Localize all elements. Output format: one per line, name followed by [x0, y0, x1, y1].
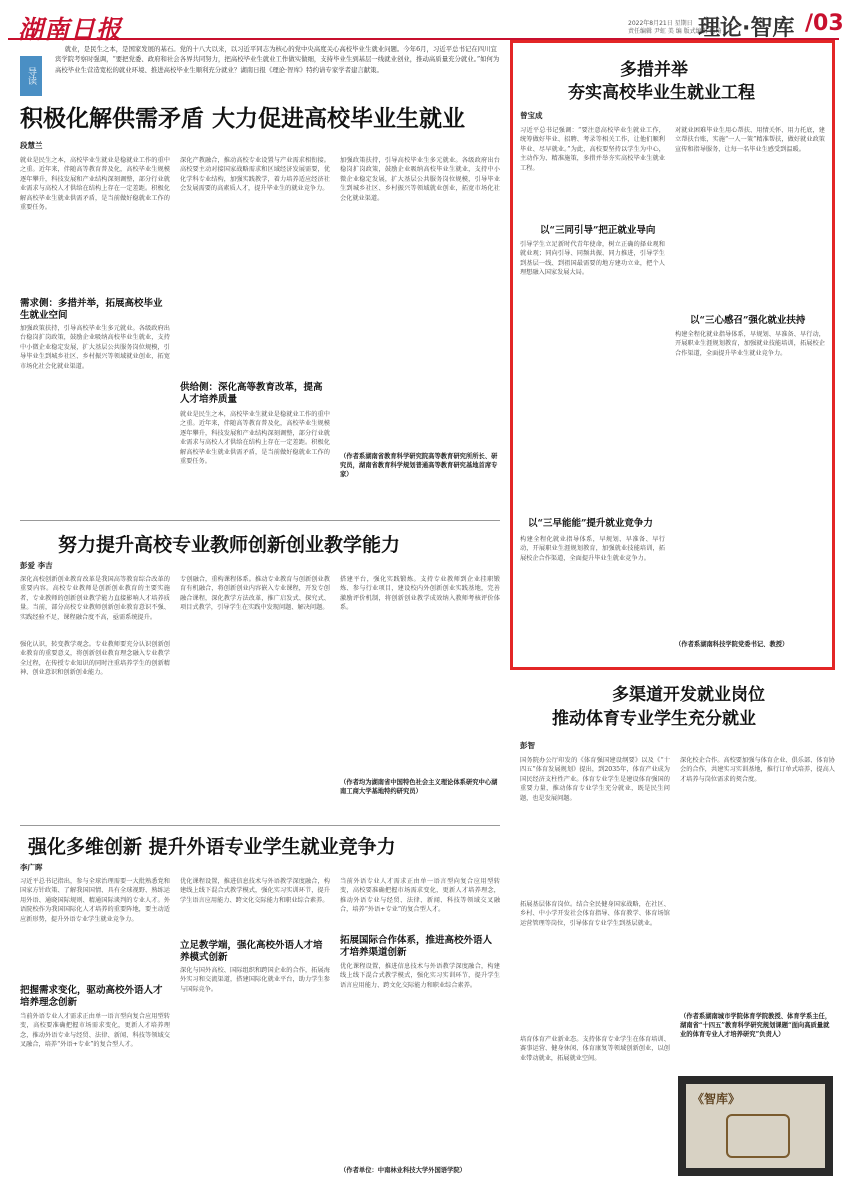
article1-paragraph: 加强政策扶持，引导高校毕业生多元就业。各级政府出台稳岗扩岗政策，鼓励企业吸纳高校毕业生就业，支持中小微企业稳定发展，扩大基层公共服务岗位规模，引导毕业生到城乡社区、乡村振兴等领域就业创业，拓宽市场化社会化就业渠道。	[340, 157, 500, 202]
issue-date: 2022年8月21日 星期日	[628, 20, 693, 27]
article4-paragraph: 对就业困难毕业生用心帮扶、用情关怀、用力托底，建立帮扶台账，实施“一人一策”精准帮扶，做好就业政策宣传和指导服务，让每一名毕业生感受到温暖。	[675, 127, 825, 153]
article5-paragraph: 深化校企合作。高校要加强与体育企业、俱乐部、体育协会的合作，共建实习实训基地，推行订单式培养，提高人才培养与岗位需求的契合度。	[680, 757, 835, 783]
article3-subheading: 立足教学端，强化高校外语人才培养模式创新	[180, 940, 323, 963]
article5-title-line2: 推动体育专业学生充分就业	[552, 709, 756, 729]
article4-byline: 曾宝成	[520, 111, 543, 120]
article5-author-note: （作者系湖南城市学院体育学院教授、体育学系主任，湖南省“十四五”教育科学研究规划课题“面向高质量就业的体育专业人才培养研究”负责人）	[680, 1013, 832, 1038]
article2-paragraph: 专创融合，重构课程体系。推动专业教育与创新创业教育有机融合，将创新创业内容嵌入专业课程，开发专创融合课程，深化教学方法改革，推广启发式、探究式、项目式教学，引导学生在实践中发现问题、解决问题。	[180, 576, 330, 612]
article4-subheading: 以“三同引导”把正就业导向	[540, 225, 656, 236]
article1-paragraph: 深化产教融合，推动高校专业设置与产业需求相衔接。高校要主动对接国家战略需求和区域经济发展需要，优化学科专业结构，加强实践教学，着力培养适应经济社会发展需要的高素质人才，提升毕业生的就业竞争力。	[180, 157, 330, 193]
article4-author-note: （作者系湖南科技学院党委书记、教授）	[675, 641, 789, 648]
article1-title: 积极化解供需矛盾 大力促进高校毕业生就业	[20, 105, 466, 132]
article4-title-line1: 多措并举	[620, 60, 688, 80]
divider	[20, 825, 500, 826]
article4-subheading: 以“三心感召”强化就业扶持	[690, 315, 806, 326]
divider	[20, 520, 500, 521]
article3-paragraph: 当前外语专业人才需求正由单一语言型向复合应用型转变，高校要准确把握市场需求变化，更新人才培养理念，推动外语专业与经贸、法律、新闻、科技等领域交叉融合，培养“外语+专业”的复合型人才。	[340, 878, 500, 914]
masthead	[8, 6, 844, 44]
article3-subheading: 把握需求变化，驱动高校外语人才培养理念创新	[20, 985, 163, 1008]
article1-subheading: 需求侧：多措并举，拓展高校毕业生就业空间	[20, 298, 163, 321]
article5-title-line1: 多渠道开发就业岗位	[612, 685, 765, 705]
article2-author-note: （作者均为湖南省中国特色社会主义理论体系研究中心湖南工商大学基地特约研究员）	[340, 779, 498, 795]
article3-title: 强化多维创新 提升外语专业学生就业竞争力	[28, 836, 396, 858]
article5-byline: 彭智	[520, 741, 535, 750]
article2-title: 努力提升高校专业教师创新创业教学能力	[58, 534, 401, 556]
article3-paragraph: 习近平总书记指出，参与全球治理需要一大批熟悉党和国家方针政策、了解我国国情、具有全球视野、熟练运用外语、通晓国际规则、精通国际谈判的专业人才。外语院校作为我国国际化人才培养的重要阵地，要主动适应新形势，提升外语专业学生就业竞争力。	[20, 878, 170, 923]
article2-paragraph: 强化认识，转变教学观念。专业教师要充分认识创新创业教育的重要意义，将创新创业教育理念融入专业教学全过程，在传授专业知识的同时注重培养学生的创新精神、创业意识和创新创业能力。	[20, 641, 170, 677]
article4-subheading: 以“三早能能”提升就业竞争力	[528, 518, 653, 529]
newspaper-logo: 湖南日报	[18, 15, 123, 44]
section-title: 理论·智库	[698, 16, 795, 41]
editor-credits: 责任编辑 尹虹 美 编 版式编辑 杨琦	[628, 28, 722, 35]
article2-byline: 彭爱 李吉	[20, 561, 53, 570]
article5-paragraph: 拓展基层体育岗位。结合全民健身国家战略，在社区、乡村、中小学开发社会体育指导、体育教学、体育场馆运营管理等岗位，引导体育专业学生到基层就业。	[520, 901, 670, 927]
article1-paragraph: 加强政策扶持，引导高校毕业生多元就业。各级政府出台稳岗扩岗政策，鼓励企业吸纳高校毕业生就业，支持中小微企业稳定发展，扩大基层公共服务岗位规模，引导毕业生到城乡社区、乡村振兴等领域就业创业，拓宽市场化社会化就业渠道。	[20, 325, 170, 370]
article2-paragraph: 深化高校创新创业教育改革是我国高等教育综合改革的重要内容。高校专业教师是创新创业教育的主要实施者，专业教师的创新创业教学能力直接影响人才培养质量。当前，部分高校专业教师创新创业教育意识不强、实践经验不足，课程融合度不高，亟需系统提升。	[20, 576, 170, 621]
lead-paragraph: 就业，是民生之本，是国家发展的基石。党的十八大以来，以习近平同志为核心的党中央高度关心高校毕业生就业问题。今年6月，习近平总书记在四川宜宾学院考察时强调，“要把党委、政府和社会各界共同努力，把高校毕业生就业工作做实做细，支持毕业生到基层一线就业创业，推动高质量充分就业。”如何为高校毕业生营造宽松的就业环境、推进高校毕业生顺利充分就业？湖南日报《理论·智库》特约请专家学者建言献策。	[55, 45, 500, 74]
article4-paragraph: 引导学生立足新时代青年使命，树立正确的择业观和就业观；同向引导、同频共振、同力推进，引导学生到基层一线、到祖国最需要的地方建功立业，把个人理想融入国家发展大局。	[520, 241, 665, 277]
page-number: /03	[805, 11, 844, 36]
article1-subheading: 供给侧：深化高等教育改革，提高人才培养质量	[180, 382, 323, 405]
article3-paragraph: 优化课程设置，推进信息技术与外语教学深度融合，构建线上线下混合式教学模式，强化实习实训环节，提升学生语言应用能力、跨文化交际能力和职业综合素养。	[180, 878, 330, 904]
article3-paragraph: 深化与国外高校、国际组织和跨国企业的合作，拓展海外实习和交流渠道，搭建国际化就业平台，助力学生参与国际竞争。	[180, 967, 330, 993]
lead-tag: 导读	[20, 56, 42, 96]
illustration-art	[726, 1114, 790, 1158]
article1-paragraph: 就业是民生之本，高校毕业生就业是稳就业工作的重中之重。近年来，伴随高等教育普及化，高校毕业生规模逐年攀升，科技发展和产业结构深刻调整，部分行业就业需求与高校人才供给在结构上存在一定差距。积极化解高校毕业生就业供需矛盾，是当前做好稳就业工作的重要任务。	[180, 411, 330, 466]
article2-paragraph: 搭建平台，强化实践锻炼。支持专业教师到企业挂职锻炼、参与行业项目，建设校内外创新创业实践基地，完善激励评价机制，将创新创业教学成效纳入教师考核评价体系。	[340, 576, 500, 612]
article3-paragraph: 当前外语专业人才需求正由单一语言型向复合应用型转变，高校要准确把握市场需求变化，更新人才培养理念，推动外语专业与经贸、法律、新闻、科技等领域交叉融合，培养“外语+专业”的复合型人才。	[20, 1013, 170, 1049]
article1-byline: 段慧兰	[20, 141, 43, 150]
article1-author-note: （作者系湖南省教育科学研究院高等教育研究所所长、研究员，湖南省教育科学规划普通高等教育研究基地首席专家）	[340, 453, 498, 478]
article1-paragraph: 就业是民生之本，高校毕业生就业是稳就业工作的重中之重。近年来，伴随高等教育普及化，高校毕业生规模逐年攀升，科技发展和产业结构深刻调整，部分行业就业需求与高校人才供给在结构上存在一定差距。积极化解高校毕业生就业供需矛盾，是当前做好稳就业工作的重要任务。	[20, 157, 170, 212]
article4-paragraph: 构建全程化就业指导体系，早规划、早准备、早行动，开展职业生涯规划教育，加强就业技能培训，拓展校企合作渠道，全面提升毕业生就业竞争力。	[675, 331, 825, 357]
article4-paragraph: 构建全程化就业指导体系，早规划、早准备、早行动，开展职业生涯规划教育，加强就业技能培训，拓展校企合作渠道，全面提升毕业生就业竞争力。	[520, 536, 665, 562]
article5-paragraph: 国务院办公厅印发的《体育强国建设纲要》以及《“十四五”体育发展规划》提出，到2035年，体育产业成为国民经济支柱性产业。体育专业学生是建设体育强国的重要力量，推动体育专业学生充分就业，既是民生问题，也是发展问题。	[520, 757, 670, 802]
article3-byline: 李广晖	[20, 863, 43, 872]
article5-paragraph: 培育体育产业新业态。支持体育专业学生在体育培训、赛事运营、健身休闲、体育康复等领域创新创业，以创业带动就业，拓展就业空间。	[520, 1036, 670, 1062]
article4-title-line2: 夯实高校毕业生就业工程	[568, 83, 755, 103]
article4-paragraph: 习近平总书记强调：“要注意高校毕业生就业工作，统筹做好毕业、招聘、考录等相关工作，让他们顺利毕业、尽早就业。”为此，高校要坚持以学生为中心，主动作为、精准施策，多措并举夯实高校毕业生就业工程。	[520, 127, 665, 172]
article3-author-note: （作者单位：中南林业科技大学外国语学院）	[340, 1167, 466, 1174]
article3-paragraph: 优化课程设置，推进信息技术与外语教学深度融合，构建线上线下混合式教学模式，强化实习实训环节，提升学生语言应用能力、跨文化交际能力和职业综合素养。	[340, 963, 500, 989]
illustration-caption: 《智库》	[692, 1092, 741, 1106]
article3-subheading: 拓展国际合作体系，推进高校外语人才培养渠道创新	[340, 935, 493, 958]
illustration	[678, 1076, 833, 1176]
